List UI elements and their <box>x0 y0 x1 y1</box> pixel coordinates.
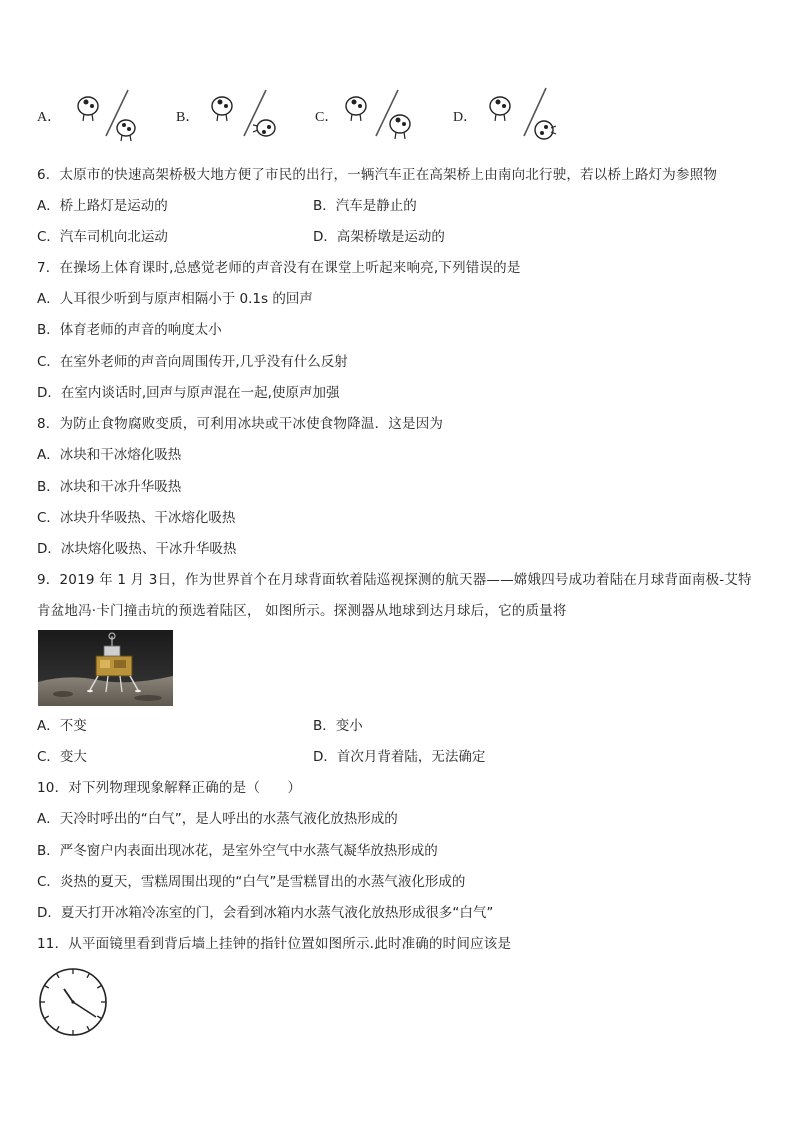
clock-minute-hand <box>73 1002 96 1017</box>
q5-option-b-label: B． <box>176 110 200 125</box>
q5-option-a-figure <box>68 88 148 144</box>
q9-option-b: B．变小 <box>313 718 363 734</box>
lunar-lander-photo <box>38 630 173 706</box>
q10-option-b: B．严冬窗户内表面出现冰花，是室外空气中水蒸气凝华放热形成的 <box>37 843 438 859</box>
q10-option-c: C．炎热的夏天，雪糕周围出现的“白气”是雪糕冒出的水蒸气液化形成的 <box>37 874 466 890</box>
clock-tick <box>87 1026 90 1030</box>
mushroom-icon <box>117 120 135 141</box>
q11-stem: 11．从平面镜里看到背后墙上挂钟的指针位置如图所示.此时准确的时间应该是 <box>37 936 512 952</box>
q8-option-d: D．冰块熔化吸热、干冰升华吸热 <box>37 541 237 557</box>
clock-icon <box>36 965 110 1039</box>
clock-tick <box>57 973 60 977</box>
q5-option-b-figure <box>206 88 286 144</box>
q10-option-a: A．天冷时呼出的“白气”，是人呼出的水蒸气液化放热形成的 <box>37 811 398 827</box>
q8-option-c: C．冰块升华吸热、干冰熔化吸热 <box>37 510 236 526</box>
mushroom-icon <box>253 120 275 136</box>
q7-stem: 7．在操场上体育课时,总感觉老师的声音没有在课堂上听起来响亮,下列错误的是 <box>37 260 521 276</box>
q5-option-a-label: A． <box>37 110 62 125</box>
q6-option-d: D．高架桥墩是运动的 <box>313 229 445 245</box>
q5-option-c-label: C． <box>315 110 339 125</box>
q5-option-d-figure <box>484 86 564 144</box>
mushroom-icon <box>78 97 98 121</box>
q10-option-d: D．夏天打开冰箱冷冻室的门，会看到冰箱内水蒸气液化放热形成很多“白气” <box>37 905 494 921</box>
clock-tick <box>57 1026 60 1030</box>
q8-option-a: A．冰块和干冰熔化吸热 <box>37 447 182 463</box>
q7-option-b: B．体育老师的声音的响度太小 <box>37 322 222 338</box>
mushroom-icon <box>490 97 510 121</box>
q7-option-c: C．在室外老师的声音向周围传开,几乎没有什么反射 <box>37 354 348 370</box>
q9-stem-line2: 肯盆地冯·卡门撞击坑的预选着陆区， 如图所示。探测器从地球到达月球后，它的质量将 <box>37 603 567 619</box>
q6-option-a: A．桥上路灯是运动的 <box>37 198 168 214</box>
q7-option-d: D．在室内谈话时,回声与原声混在一起,使原声加强 <box>37 385 340 401</box>
clock-tick <box>97 986 101 989</box>
mushroom-icon <box>212 97 232 121</box>
q9-option-d: D．首次月背着陆，无法确定 <box>313 749 486 765</box>
mushroom-icon <box>390 115 410 139</box>
clock-tick <box>44 986 48 989</box>
q10-stem: 10．对下列物理现象解释正确的是（ ） <box>37 780 302 796</box>
q6-option-b: B．汽车是静止的 <box>313 198 417 214</box>
clock-tick <box>44 1016 48 1019</box>
q5-option-c-figure <box>340 88 420 144</box>
q8-option-b: B．冰块和干冰升华吸热 <box>37 479 182 495</box>
clock-tick <box>97 1016 101 1019</box>
q9-stem-line1: 9．2019 年 1 月 3日，作为世界首个在月球背面软着陆巡视探测的航天器——嫦娥四号成功着陆在月球背面南极-艾特 <box>37 572 752 588</box>
q8-stem: 8．为防止食物腐败变质，可利用冰块或干冰使食物降温．这是因为 <box>37 416 444 432</box>
q9-option-a: A．不变 <box>37 718 87 734</box>
clock-hour-hand <box>64 989 73 1002</box>
q5-option-d-label: D． <box>453 110 478 125</box>
mushroom-icon <box>535 121 556 139</box>
mushroom-icon <box>346 97 366 121</box>
clock-tick <box>87 973 90 977</box>
q7-option-a: A．人耳很少听到与原声相隔小于 0.1s 的回声 <box>37 291 313 307</box>
q6-stem: 6．太原市的快速高架桥极大地方便了市民的出行，一辆汽车正在高架桥上由南向北行驶，若以桥上路灯为参照物 <box>37 167 718 183</box>
q9-option-c: C．变大 <box>37 749 87 765</box>
q6-option-c: C．汽车司机向北运动 <box>37 229 168 245</box>
